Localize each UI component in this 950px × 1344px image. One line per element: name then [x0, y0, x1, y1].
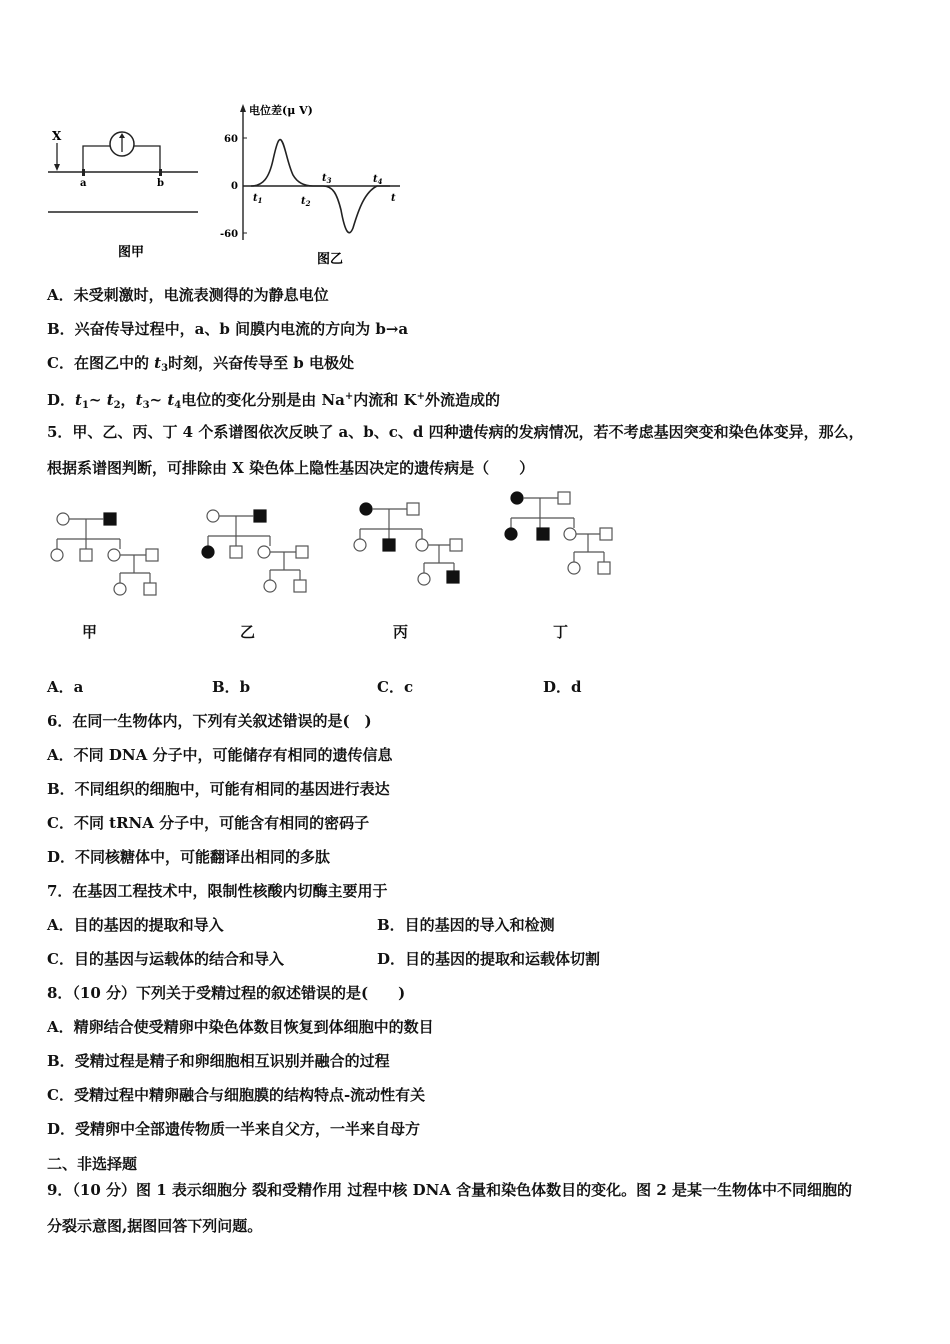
- pedigree-label-ding: 丁: [553, 623, 569, 641]
- bing-ii-female: [354, 539, 366, 551]
- t4-label: $t_4$: [373, 174, 383, 186]
- tick-60: 60: [224, 134, 238, 145]
- figure-jia: [40, 120, 210, 270]
- stimulus-x-label: X: [52, 129, 62, 143]
- q4-c-post: 时刻，兴奋传导至 b 电极处: [168, 354, 355, 372]
- t1-label: $t_1$: [253, 193, 263, 205]
- t2-label: $t_2$: [301, 196, 311, 208]
- q4-option-b: B．兴奋传导过程中，a、b 间膜内电流的方向为 b→a: [47, 320, 409, 338]
- electrode-b: [159, 169, 162, 176]
- bing-iii-male-affected: [447, 571, 459, 583]
- q9-stem-line2: 分裂示意图,据图回答下列问题。: [47, 1217, 263, 1235]
- yi-i-female: [207, 510, 219, 522]
- q9-stem-line1: 9．（10 分）图 1 表示细胞分 裂和受精作用 过程中核 DNA 含量和染色体数目的变化。图 2 是某一生物体中不同细胞的: [47, 1181, 853, 1199]
- y-axis-arrow: [240, 104, 246, 112]
- yi-iii-male: [294, 580, 306, 592]
- q4-d-s1: 1: [81, 400, 89, 411]
- bing-i-female-affected: [360, 503, 372, 515]
- galvanometer-wire-right: [134, 146, 160, 172]
- q4-d-post3: 外流造成的: [424, 391, 500, 409]
- q6-stem: 6．在同一生物体内，下列有关叙述错误的是( ): [47, 712, 372, 730]
- q7-option-c: C．目的基因与运载体的结合和导入: [47, 950, 284, 968]
- pedigree-yi: [202, 510, 308, 592]
- q4-d-pre: D．: [47, 391, 76, 409]
- ding-iii-female: [568, 562, 580, 574]
- q7-option-a: A．目的基因的提取和导入: [47, 916, 224, 934]
- q4-d-post1: 电位的变化分别是由 Na: [181, 391, 345, 409]
- ding-ii-female-affected: [505, 528, 517, 540]
- pedigree-ding: [505, 492, 612, 574]
- q4-d-t4: t: [167, 391, 175, 409]
- q4-d-post2: 内流和 K: [353, 391, 417, 409]
- q4-d-mid2: ，: [120, 391, 136, 409]
- q4-d-s2: 2: [113, 400, 121, 411]
- tick-neg60: -60: [220, 229, 239, 240]
- jia-ii-female-1: [51, 549, 63, 561]
- q4-option-c: [47, 353, 354, 379]
- q8-option-b: B．受精过程是精子和卵细胞相互识别并融合的过程: [47, 1052, 390, 1070]
- q6-option-b: B．不同组织的细胞中，可能有相同的基因进行表达: [47, 780, 390, 798]
- jia-ii-male: [80, 549, 92, 561]
- q8-stem: 8．（10 分）下列关于受精过程的叙述错误的是( ): [47, 984, 406, 1002]
- pedigree-label-yi: 乙: [240, 623, 256, 641]
- q5-option-d: D．d: [543, 678, 582, 696]
- q4-d-s4: 4: [174, 400, 182, 411]
- q4-option-d: [47, 387, 500, 416]
- yi-ii-male-spouse: [296, 546, 308, 558]
- q4-d-sup1: +: [344, 391, 354, 402]
- tick-0: 0: [231, 181, 238, 192]
- q4-d-sup2: +: [416, 391, 425, 402]
- ding-i-male: [558, 492, 570, 504]
- q5-option-c: C．c: [377, 678, 414, 696]
- q8-option-a: A．精卵结合使受精卵中染色体数目恢复到体细胞中的数目: [47, 1018, 434, 1036]
- bing-ii-female-2: [416, 539, 428, 551]
- q7-option-d: D．目的基因的提取和运载体切割: [377, 950, 601, 968]
- ding-ii-male-spouse: [600, 528, 612, 540]
- t3-label: $t_3$: [322, 173, 332, 185]
- q4-d-t2: t: [106, 391, 114, 409]
- q4-c-sub: 3: [161, 363, 169, 374]
- jia-ii-male-spouse: [146, 549, 158, 561]
- galvanometer-wire: [83, 146, 110, 172]
- q4-c-t: t: [154, 354, 162, 372]
- q4-d-s3: 3: [142, 400, 150, 411]
- figure-yi-caption: 图乙: [317, 252, 344, 267]
- q4-d-t3: t: [135, 391, 143, 409]
- electrode-b-label: b: [157, 178, 164, 189]
- ding-iii-male: [598, 562, 610, 574]
- stimulus-arrowhead: [54, 164, 60, 171]
- bing-i-male: [407, 503, 419, 515]
- q4-d-mid1: ~: [88, 391, 107, 409]
- q4-d-mid3: ~: [149, 391, 168, 409]
- bing-ii-male-spouse: [450, 539, 462, 551]
- q5-option-b: B．b: [212, 678, 251, 696]
- t-axis-label: t: [391, 193, 396, 204]
- q6-option-c: C．不同 tRNA 分子中，可能含有相同的密码子: [47, 814, 370, 832]
- q4-d-t1: t: [75, 391, 82, 409]
- yi-iii-female: [264, 580, 276, 592]
- bing-iii-female: [418, 573, 430, 585]
- q4-option-a: A．未受刺激时，电流表测得的为静息电位: [47, 286, 329, 304]
- q8-option-d: D．受精卵中全部遗传物质一半来自父方，一半来自母方: [47, 1120, 421, 1138]
- jia-iii-male: [144, 583, 156, 595]
- yi-ii-male: [230, 546, 242, 558]
- q6-option-d: D．不同核糖体中，可能翻译出相同的多肽: [47, 848, 331, 866]
- figure-yi: [215, 100, 425, 270]
- yi-i-male-affected: [254, 510, 266, 522]
- pedigree-bing: [354, 503, 462, 585]
- q6-option-a: A．不同 DNA 分子中，可能储存有相同的遗传信息: [47, 746, 393, 764]
- bing-ii-male-affected: [383, 539, 395, 551]
- q5-stem-line1: 5．甲、乙、丙、丁 4 个系谱图依次反映了 a、b、c、d 四种遗传病的发病情况，若不考虑基因突变和染色体变异，那么，: [47, 423, 864, 441]
- pedigree-charts: [40, 485, 640, 645]
- electrode-a: [82, 169, 85, 176]
- q5-stem-line2: 根据系谱图判断，可排除由 X 染色体上隐性基因决定的遗传病是（ ）: [47, 459, 535, 477]
- yi-ii-female-affected: [202, 546, 214, 558]
- jia-i-female: [57, 513, 69, 525]
- jia-i-male-affected: [104, 513, 116, 525]
- q7-stem: 7．在基因工程技术中，限制性核酸内切酶主要用于: [47, 882, 388, 900]
- jia-iii-female: [114, 583, 126, 595]
- q8-option-c: C．受精过程中精卵融合与细胞膜的结构特点-流动性有关: [47, 1086, 426, 1104]
- electrode-a-label: a: [80, 178, 87, 189]
- pedigree-label-jia: 甲: [82, 623, 98, 641]
- q5-option-a: A．a: [47, 678, 84, 696]
- ding-ii-female: [564, 528, 576, 540]
- q4-c-pre: C．在图乙中的: [47, 354, 155, 372]
- ding-ii-male-affected: [537, 528, 549, 540]
- jia-ii-female-2: [108, 549, 120, 561]
- pedigree-jia: [51, 513, 158, 595]
- y-axis-label: 电位差(μ V): [249, 104, 313, 117]
- section-title: 二、非选择题: [47, 1155, 138, 1173]
- q7-option-b: B．目的基因的导入和检测: [377, 916, 555, 934]
- yi-ii-female: [258, 546, 270, 558]
- ding-i-female-affected: [511, 492, 523, 504]
- pedigree-label-bing: 丙: [393, 623, 409, 641]
- figure-jia-caption: 图甲: [118, 245, 145, 260]
